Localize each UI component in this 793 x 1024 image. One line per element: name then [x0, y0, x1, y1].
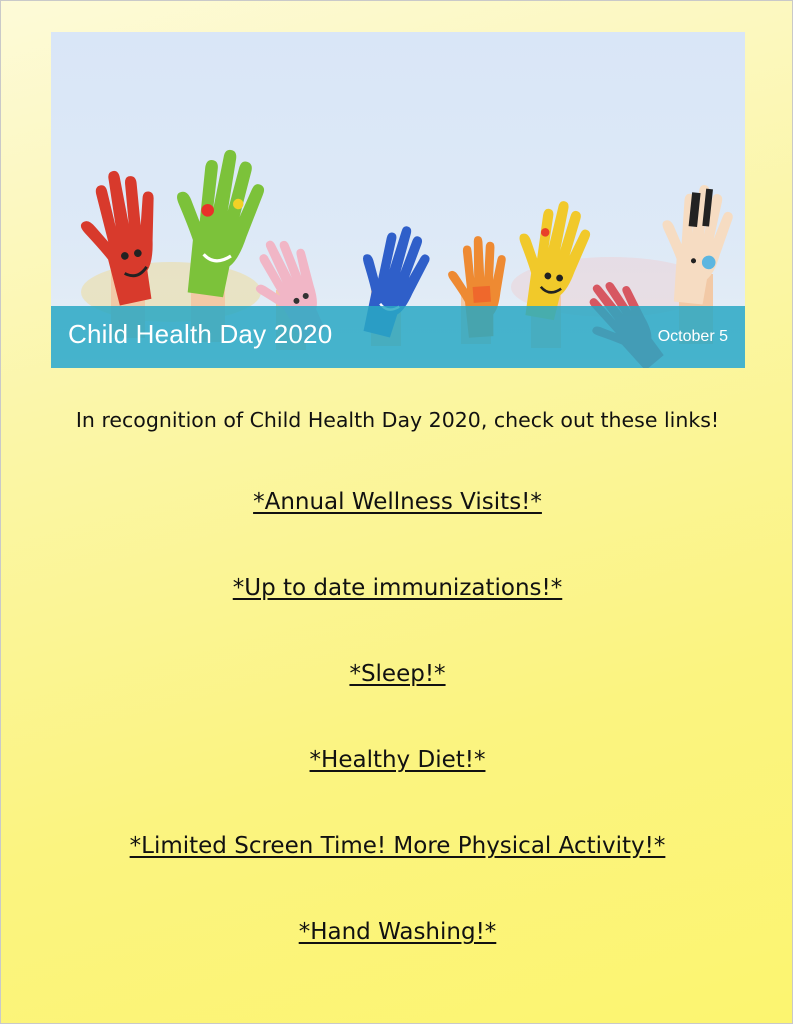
banner-date: October 5 [657, 328, 728, 345]
link-healthy-diet[interactable]: *Healthy Diet!* [309, 747, 486, 773]
link-hand-washing[interactable]: *Hand Washing!* [298, 919, 497, 945]
resource-links-list [1, 483, 793, 999]
banner-title: Child Health Day 2020 [68, 319, 333, 349]
link-immunizations[interactable]: *Up to date immunizations!* [232, 575, 563, 601]
intro-text: In recognition of Child Health Day 2020, check out these links! [75, 408, 720, 432]
link-annual-wellness-visits[interactable]: *Annual Wellness Visits!* [253, 489, 542, 515]
child-health-day-banner [51, 32, 745, 368]
link-screen-time-physical-activity[interactable]: *Limited Screen Time! More Physical Activity!* [129, 833, 666, 859]
link-sleep[interactable]: *Sleep!* [349, 661, 446, 687]
